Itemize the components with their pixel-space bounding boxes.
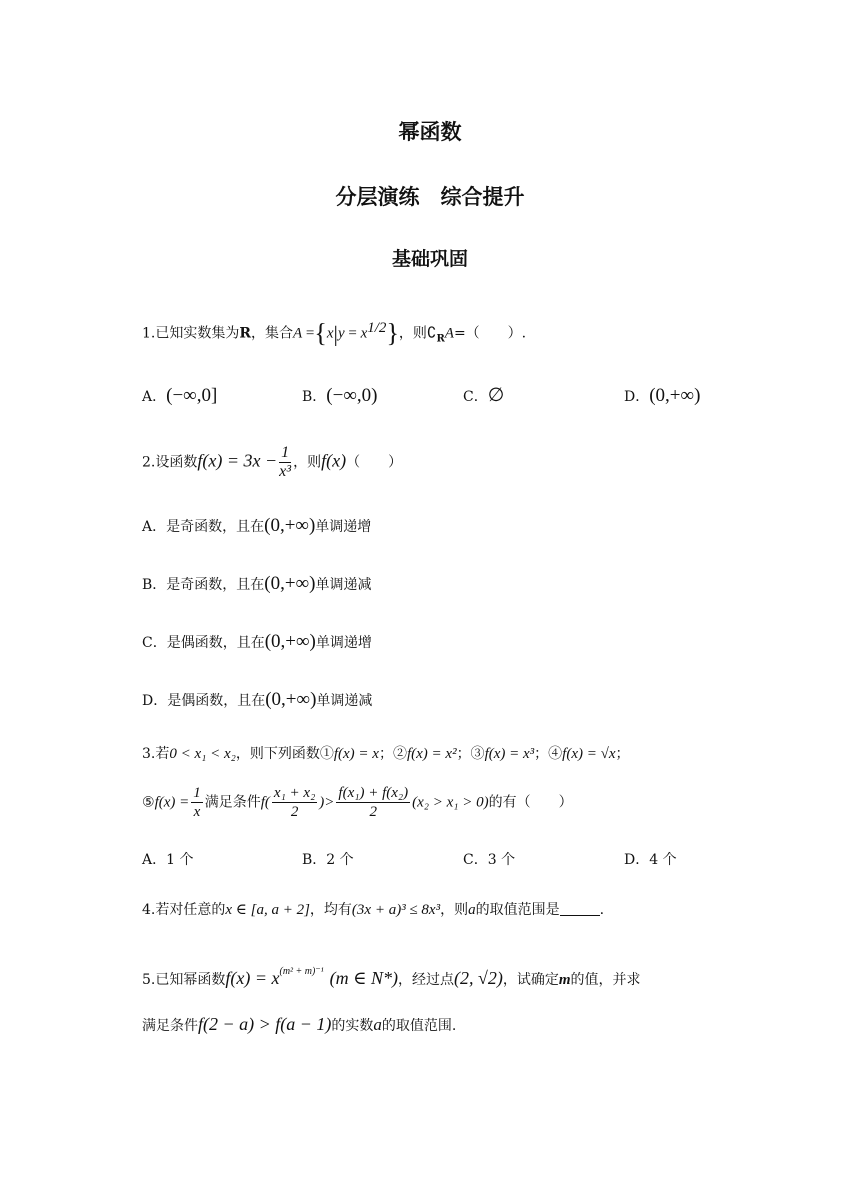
q3-function-2: f(x) = x² — [406, 746, 457, 762]
q1-option-c[interactable]: C．∅ — [463, 385, 505, 406]
q1-option-d[interactable]: D．(0,+∞) — [624, 385, 701, 406]
q1-option-a[interactable]: A．(−∞,0] — [142, 385, 218, 406]
q4-inequality: (3x + a)³ ≤ 8x³ — [351, 902, 441, 918]
q5-exponent: (m² + m)⁻¹ — [279, 966, 324, 977]
q5-function: f(x) = x — [225, 968, 280, 988]
q3-function-1: f(x) = x — [333, 746, 379, 762]
q1-text: 1.已知实数集为 — [142, 325, 240, 342]
q5-var-m: m — [558, 972, 571, 988]
q3-condition: 0 < x₁ < x₂ — [169, 746, 236, 762]
q1-eq: = — [305, 325, 315, 342]
q2-option-b[interactable]: B．是奇函数，且在(0,+∞)单调递减 — [142, 573, 372, 594]
q1-exponent: 1/2 — [367, 320, 387, 336]
q2-option-c[interactable]: C．是偶函数，且在(0,+∞)单调递增 — [142, 631, 372, 652]
q3-option-b[interactable]: B．2 个 — [302, 852, 354, 868]
q1-var-y: y — [337, 325, 345, 342]
q3-fraction-avg: $\frac{\text{f(x₁) + f(x₂)}}{2}$ — [338, 785, 409, 820]
q1-complement: ∁ — [426, 325, 437, 342]
q2-fraction: $\frac{1}{\text{x³}}$ — [279, 444, 292, 480]
q3-function-3: f(x) = x³ — [484, 746, 535, 762]
page-title: 幂函数 — [398, 120, 462, 144]
q4-answer-blank[interactable] — [560, 901, 600, 916]
q2-option-d[interactable]: D．是偶函数，且在(0,+∞)单调递减 — [142, 689, 373, 710]
page-subtitle: 分层演练 综合提升 — [335, 185, 525, 209]
q3-fraction-5: $\frac{1}{x}$ — [193, 785, 201, 820]
question-2: 2.设函数f(x) = 3x − $\frac{1}{\text{x³}}$ ，则f(x)（ ） — [142, 444, 403, 480]
q2-option-a[interactable]: A．是奇函数，且在(0,+∞)单调递增 — [142, 515, 372, 536]
question-4: 4.若对任意的x ∈ [a, a + 2]，均有(3x + a)³ ≤ 8x³，则a的取值范围是 . — [142, 902, 605, 918]
q3-condition-2: (x₂ > x₁ > 0) — [412, 794, 489, 811]
q3-fraction-mid: $\frac{\text{x₁ + x₂}}{2}$ — [273, 785, 316, 820]
q3-option-d[interactable]: D．4 个 — [624, 852, 677, 868]
question-5-line-1: 5.已知幂函数$f(x) = x^{(m^2 + m)^{-1}}$ (m ∈ N*)，经过点(2, √2)，试确定m的值，并求 — [142, 966, 641, 988]
q3-option-a[interactable]: A．1 个 — [142, 852, 194, 868]
q1-var-x: x — [326, 325, 334, 342]
q1-text: =（ ）. — [453, 325, 527, 342]
q1-text: ，集合 — [251, 325, 293, 342]
q5-inequality: f(2 − a) > f(a − 1) — [198, 1014, 332, 1034]
question-3-line-1: 3.若0 < x₁ < x₂，则下列函数①f(x) = x；②f(x) = x²；③f(x) = x³；④f(x) = √x； — [142, 746, 630, 762]
q3-option-c[interactable]: C．3 个 — [463, 852, 516, 868]
question-1: 1.已知实数集为R，集合$A =\{x|y = x^{1/2}\}$，则$∁_RA=$（ ）. — [142, 318, 527, 348]
q1-text: ，则 — [398, 325, 427, 342]
q4-var-a: a — [468, 902, 476, 918]
question-3-line-2: ⑤f(x) = $\frac{1}{x}$ 满足条件f( $\frac{\text{x₁ + x₂}}{2}$ )> $\frac{\text{f(x₁) + f(x₂)}}{2}$ (x₂ > x₁ > 0)的有（ ） — [142, 785, 573, 820]
q1-option-b[interactable]: B．(−∞,0) — [302, 385, 378, 406]
q4-domain: x ∈ [a, a + 2] — [225, 902, 310, 918]
q1-set-a: A — [293, 325, 303, 342]
question-5-line-2: 满足条件f(2 − a) > f(a − 1)的实数a的取值范围. — [142, 1014, 457, 1034]
q5-point: (2, √2) — [453, 968, 503, 988]
q3-function-4: f(x) = √x — [562, 746, 616, 762]
q1-set-r: R — [239, 325, 251, 342]
q5-var-a: a — [373, 1015, 382, 1034]
section-heading: 基础巩固 — [391, 248, 468, 270]
q5-condition: (m ∈ N*) — [329, 968, 398, 988]
q2-function: f(x) = 3x − — [197, 450, 278, 471]
q3-function-5: f(x) = — [154, 794, 190, 811]
